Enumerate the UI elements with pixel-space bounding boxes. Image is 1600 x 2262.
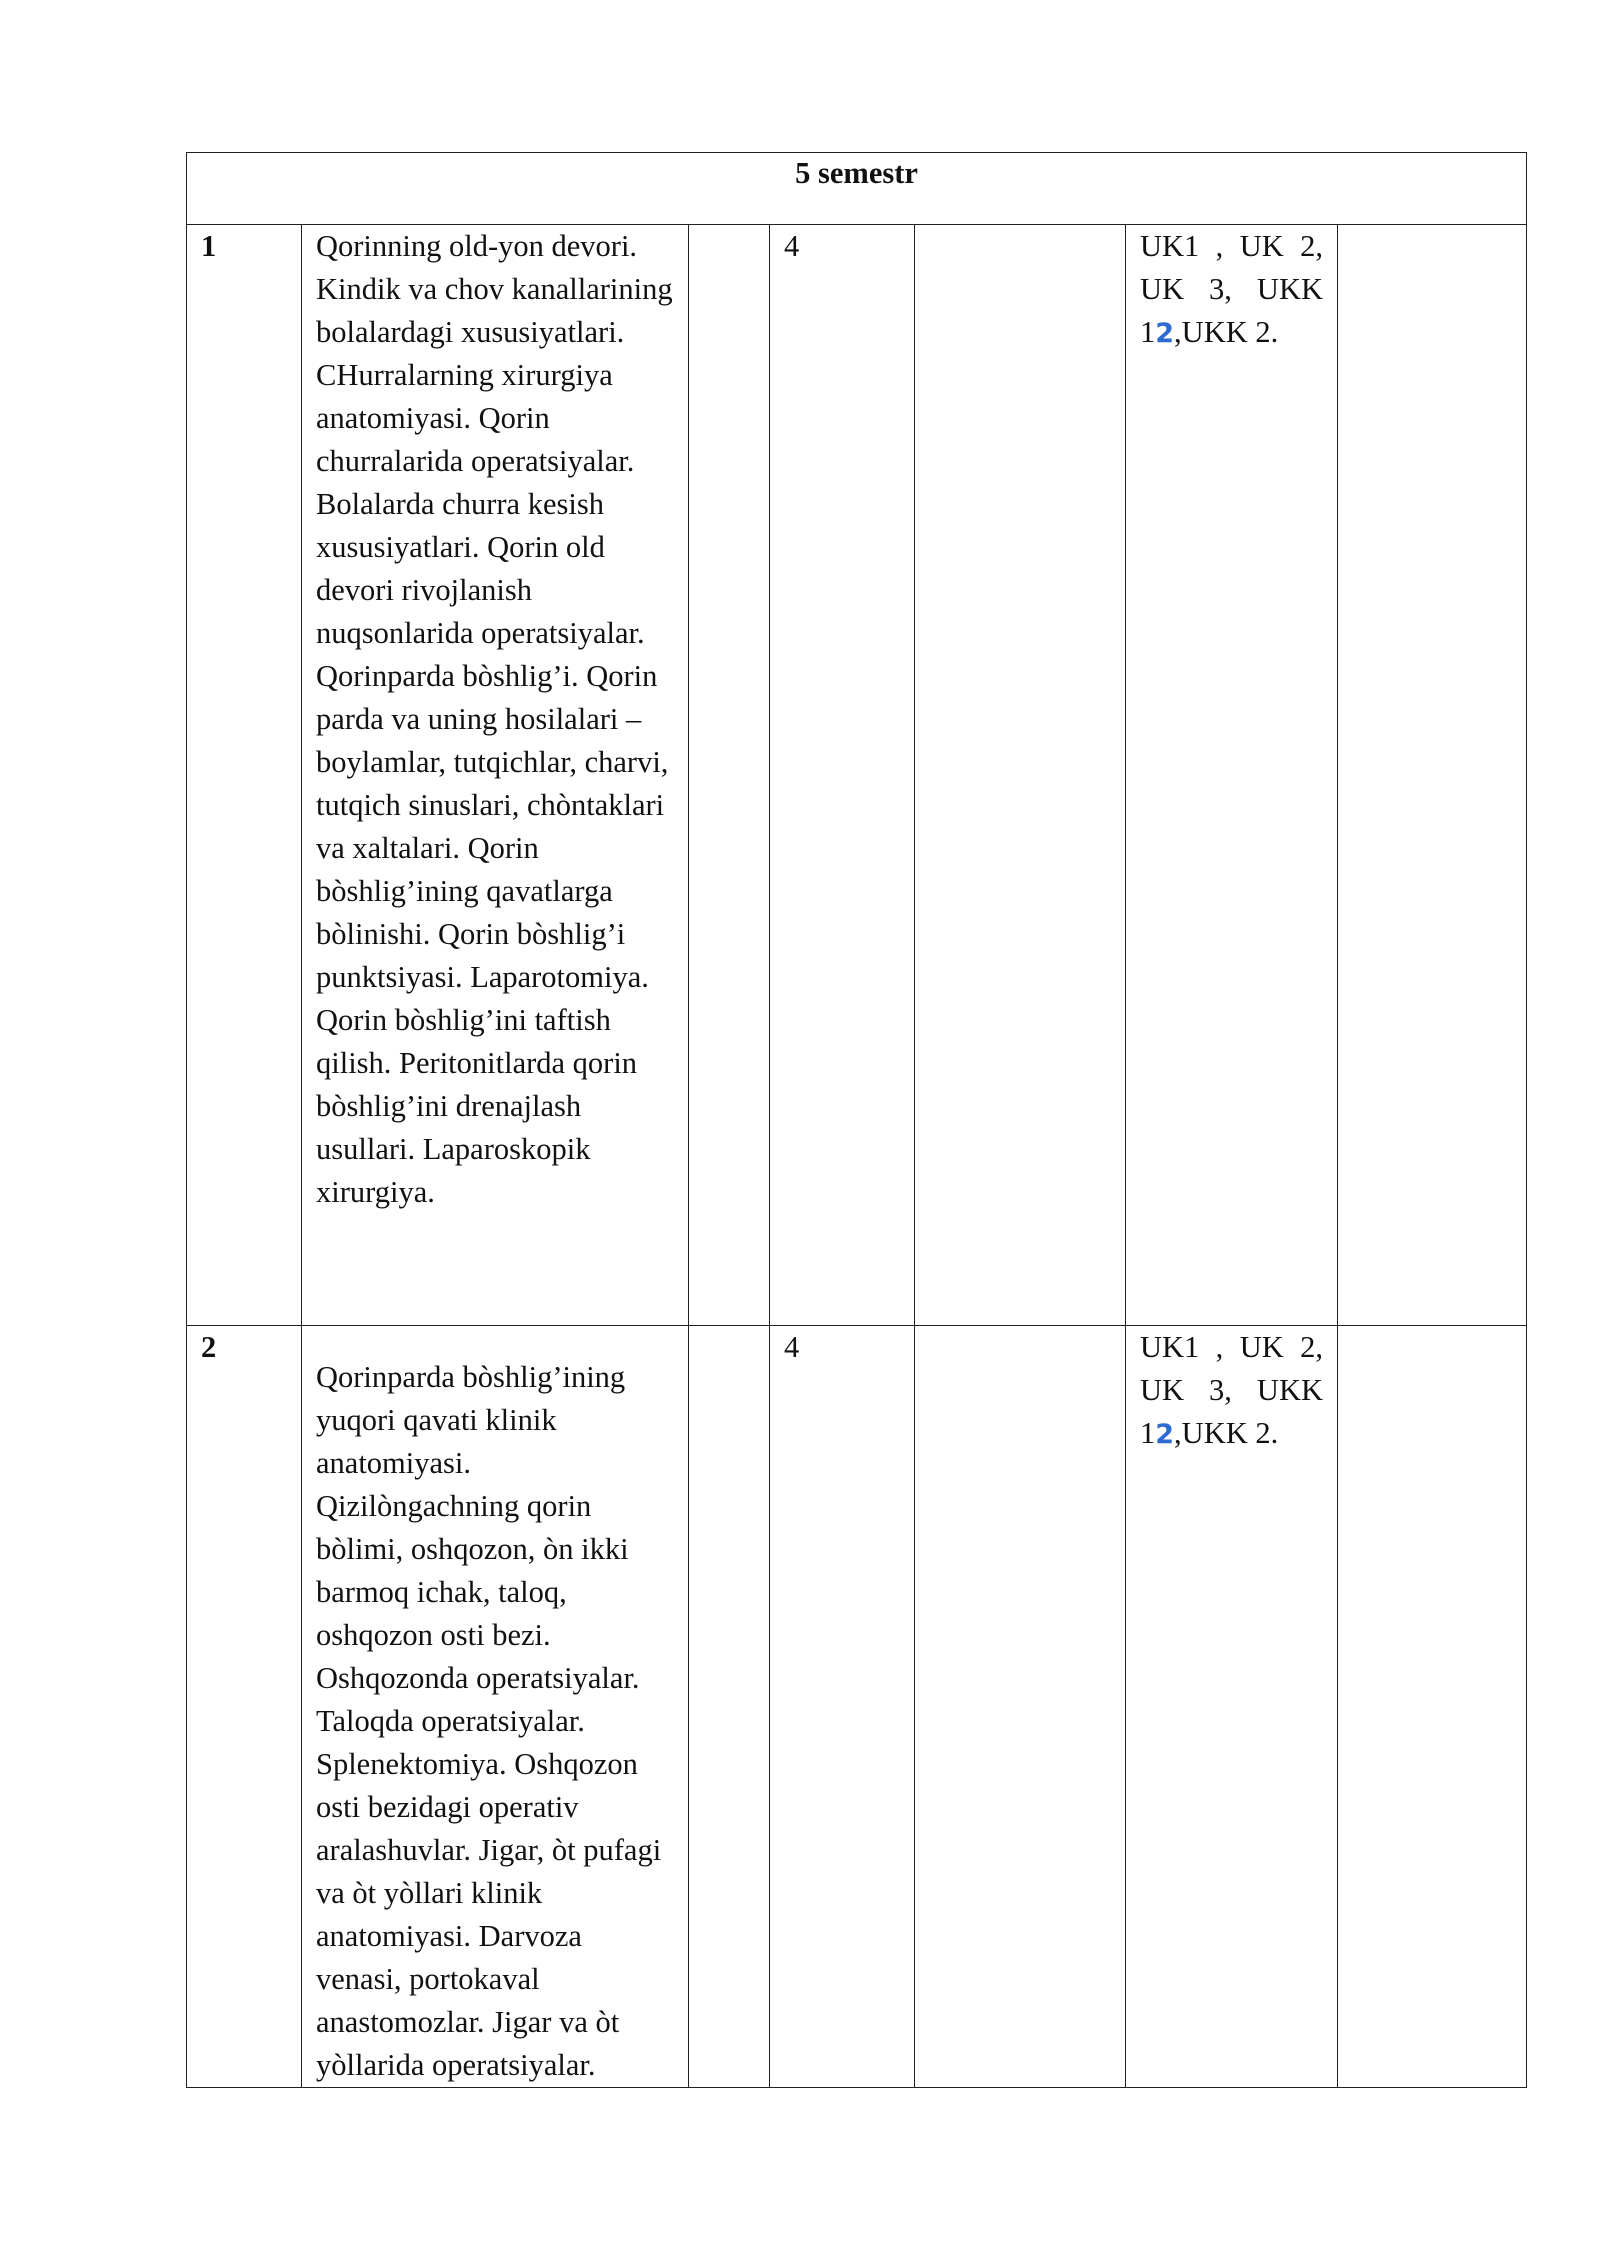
competencies-cell xyxy=(1126,225,1338,1326)
curriculum-table xyxy=(186,152,1527,2088)
hours-cell: 4 xyxy=(770,1326,915,2088)
table-row xyxy=(187,1326,1527,2088)
competencies-text-end: ,UKK 2. xyxy=(1174,315,1279,349)
topic-cell: Qorinning old-yon devori. Kindik va chov kanallarining bolalardagi xususiyatlari. CHurralarning xirurgiya anatomiyasi. Qorin churralarida operatsiyalar. Bolalarda churra kesish xususiyatlari. Qorin old devori rivojlanish nuqsonlarida operatsiyalar. Qorinparda bòshlig’i. Qorin parda va uning hosilalari – boylamlar, tutqichlar, charvi, tutqich sinuslari, chòntaklari va xaltalari. Qorin bòshlig’ining qavatlarga bòlinishi. Qorin bòshlig’i punktsiyasi. Laparotomiya. Qorin bòshlig’ini taftish qilish. Peritonitlarda qorin bòshlig’ini drenajlash usullari. Laparoskopik xirurgiya. xyxy=(302,225,689,1326)
row-number: 1 xyxy=(187,225,302,1326)
competency-accent: 2 xyxy=(1155,1419,1175,1450)
hours-cell: 4 xyxy=(770,225,915,1326)
competency-accent: 2 xyxy=(1155,318,1175,349)
topic-cell xyxy=(302,1326,689,2088)
empty-cell xyxy=(1338,225,1527,1326)
empty-cell xyxy=(689,225,770,1326)
competencies-text: UK1 , UK 2, UK 3, UKK 1 xyxy=(1140,1330,1323,1450)
empty-cell xyxy=(1338,1326,1527,2088)
empty-cell xyxy=(915,1326,1126,2088)
competencies-text-end: ,UKK 2. xyxy=(1174,1416,1279,1450)
topic-text: Qorinparda bòshlig’ining yuqori qavati klinik anatomiyasi. Qizilòngachning qorin bòlimi, oshqozon, òn ikki barmoq ichak, taloq, oshqozon osti bezi. Oshqozonda operatsiyalar. Taloqda operatsiyalar. Splenektomiya. Oshqozon osti bezidagi operativ aralashuvlar. Jigar, òt pufagi va òt yòllari klinik anatomiyasi. Darvoza venasi, portokaval anastomozlar. Jigar va òt yòllarida operatsiyalar. xyxy=(316,1360,662,2082)
empty-cell xyxy=(689,1326,770,2088)
competencies-cell xyxy=(1126,1326,1338,2088)
table-row xyxy=(187,225,1527,1326)
semester-header: 5 semestr xyxy=(187,153,1527,225)
semester-header-row xyxy=(187,153,1527,225)
empty-cell xyxy=(915,225,1126,1326)
competencies-text: UK1 , UK 2, UK 3, UKK 1 xyxy=(1140,229,1323,349)
row-number: 2 xyxy=(187,1326,302,2088)
